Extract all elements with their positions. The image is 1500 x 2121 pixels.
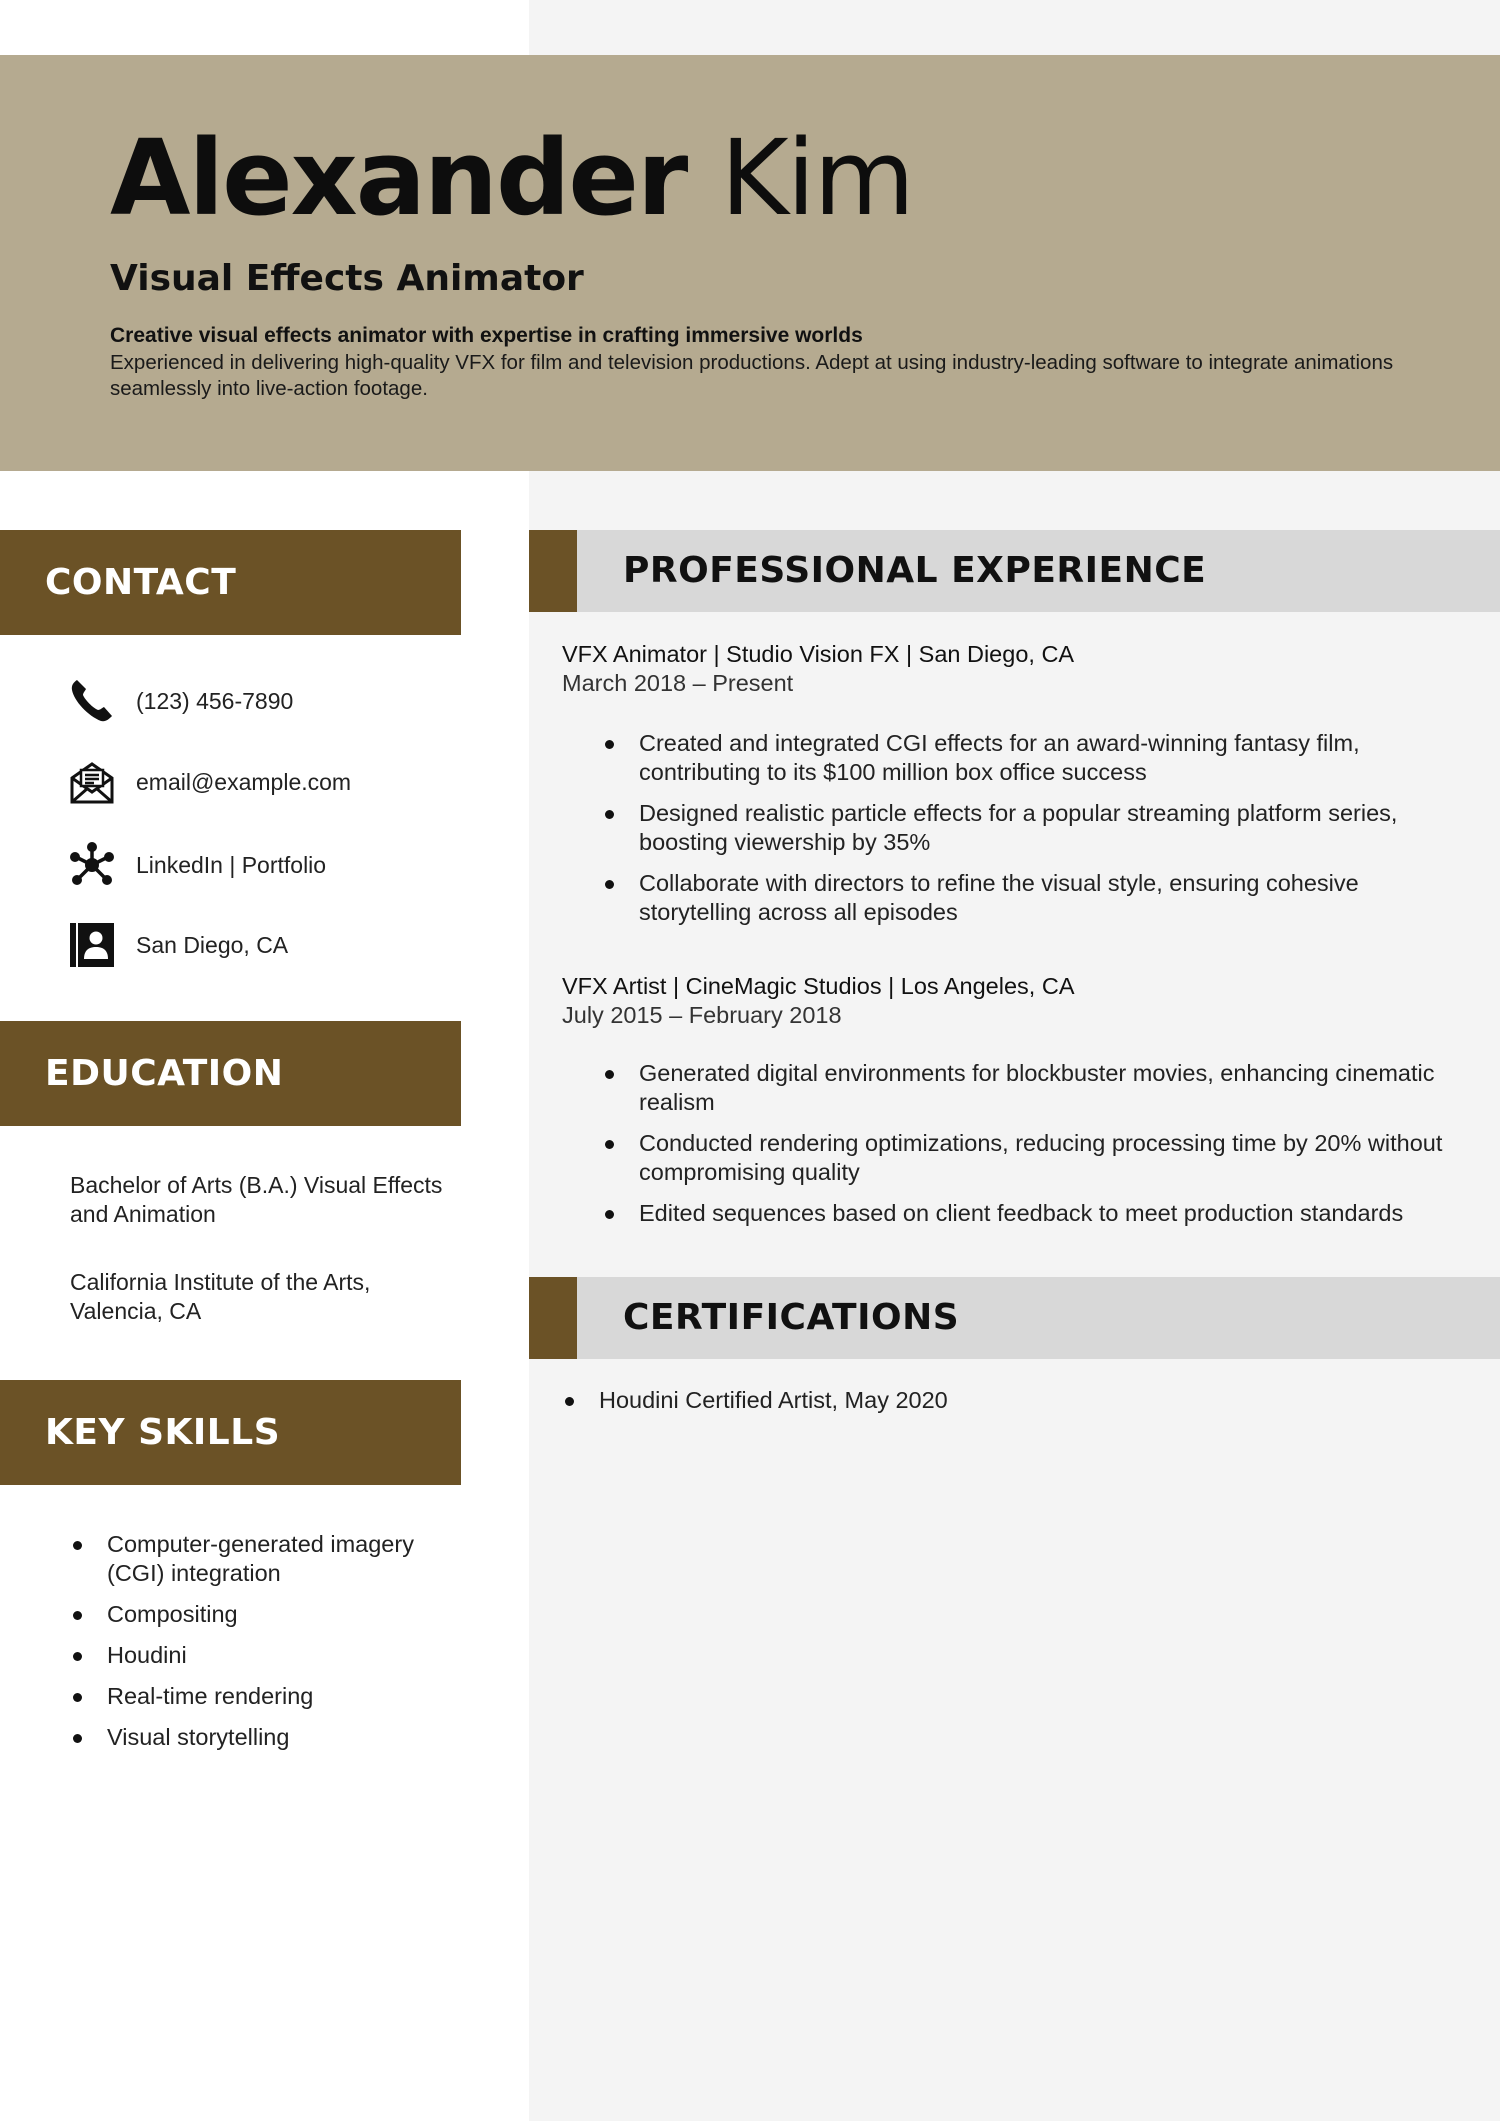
certifications-heading-accent [529,1277,577,1359]
contact-email [68,758,468,808]
skill-item: Compositing [107,1600,457,1629]
certifications-list [599,1386,1459,1415]
contact-heading-bar [0,530,461,635]
contact-location [68,921,468,971]
contact-heading: CONTACT [45,562,237,603]
contact-phone [68,677,468,727]
summary-body: Experienced in delivering high-quality VFX for film and television productions. Adept at using industry-leading software to integrate animations seamlessly into live-action footage. [110,351,1394,400]
skill-item: Houdini [107,1641,457,1670]
job-2-bullets [639,1059,1469,1228]
certifications-heading: CERTIFICATIONS [623,1297,960,1338]
last-name: Kim [720,117,913,239]
summary-heading: Creative visual effects animator with expertise in crafting immersive worlds [110,324,863,347]
phone-text: (123) 456-7890 [136,688,294,714]
first-name: Alexander [110,117,687,239]
skill-item: Visual storytelling [107,1723,457,1752]
address-book-icon [68,921,116,969]
experience-heading: PROFESSIONAL EXPERIENCE [623,550,1207,591]
links-text: LinkedIn | Portfolio [136,852,327,878]
skill-item: Computer-generated imagery (CGI) integration [107,1530,457,1588]
job-2-company: CineMagic Studios [685,973,882,999]
job-2-dates: July 2015 – February 2018 [562,1002,842,1028]
job-1-company: Studio Vision FX [726,641,900,667]
job-2-title: VFX Artist [562,973,667,999]
education-degree: Bachelor of Arts (B.A.) Visual Effects and Animation [70,1172,443,1227]
job-bullet: Designed realistic particle effects for a popular streaming platform series, boosting viewership by 35% [639,799,1469,857]
job-bullet: Created and integrated CGI effects for an award-winning fantasy film, contributing to its $100 million box office success [639,729,1469,787]
skills-heading-bar [0,1380,461,1485]
job-bullet: Edited sequences based on client feedback to meet production standards [639,1199,1469,1228]
certifications-heading-bar [529,1277,1500,1359]
job-1-bullets [639,729,1469,927]
job-1-header: VFX Animator | Studio Vision FX | San Diego, CA [562,641,1075,667]
job-bullet: Generated digital environments for blockbuster movies, enhancing cinematic realism [639,1059,1469,1117]
experience-heading-bar [529,530,1500,612]
location-text: San Diego, CA [136,932,289,958]
contact-links [68,841,468,891]
job-title: Visual Effects Animator [110,258,584,299]
email-icon [68,758,116,806]
candidate-name [110,118,913,238]
experience-heading-accent [529,530,577,612]
skills-list [107,1530,457,1752]
education-heading-bar [0,1021,461,1126]
job-1-dates: March 2018 – Present [562,670,794,696]
education-heading: EDUCATION [45,1053,284,1094]
skills-heading: KEY SKILLS [45,1412,281,1453]
job-2-header: VFX Artist | CineMagic Studios | Los Angeles, CA [562,973,1075,999]
education-school: California Institute of the Arts, Valencia, CA [70,1269,371,1324]
certification-item: Houdini Certified Artist, May 2020 [599,1386,1459,1415]
skill-item: Real-time rendering [107,1682,457,1711]
job-bullet: Conducted rendering optimizations, reducing processing time by 20% without compromising quality [639,1129,1469,1187]
job-2-location: Los Angeles, CA [900,973,1075,999]
job-1-location: San Diego, CA [918,641,1075,667]
network-icon [68,841,116,889]
phone-icon [68,677,116,725]
job-1-title: VFX Animator [562,641,707,667]
email-text: email@example.com [136,769,352,795]
job-bullet: Collaborate with directors to refine the visual style, ensuring cohesive storytelling across all episodes [639,869,1469,927]
